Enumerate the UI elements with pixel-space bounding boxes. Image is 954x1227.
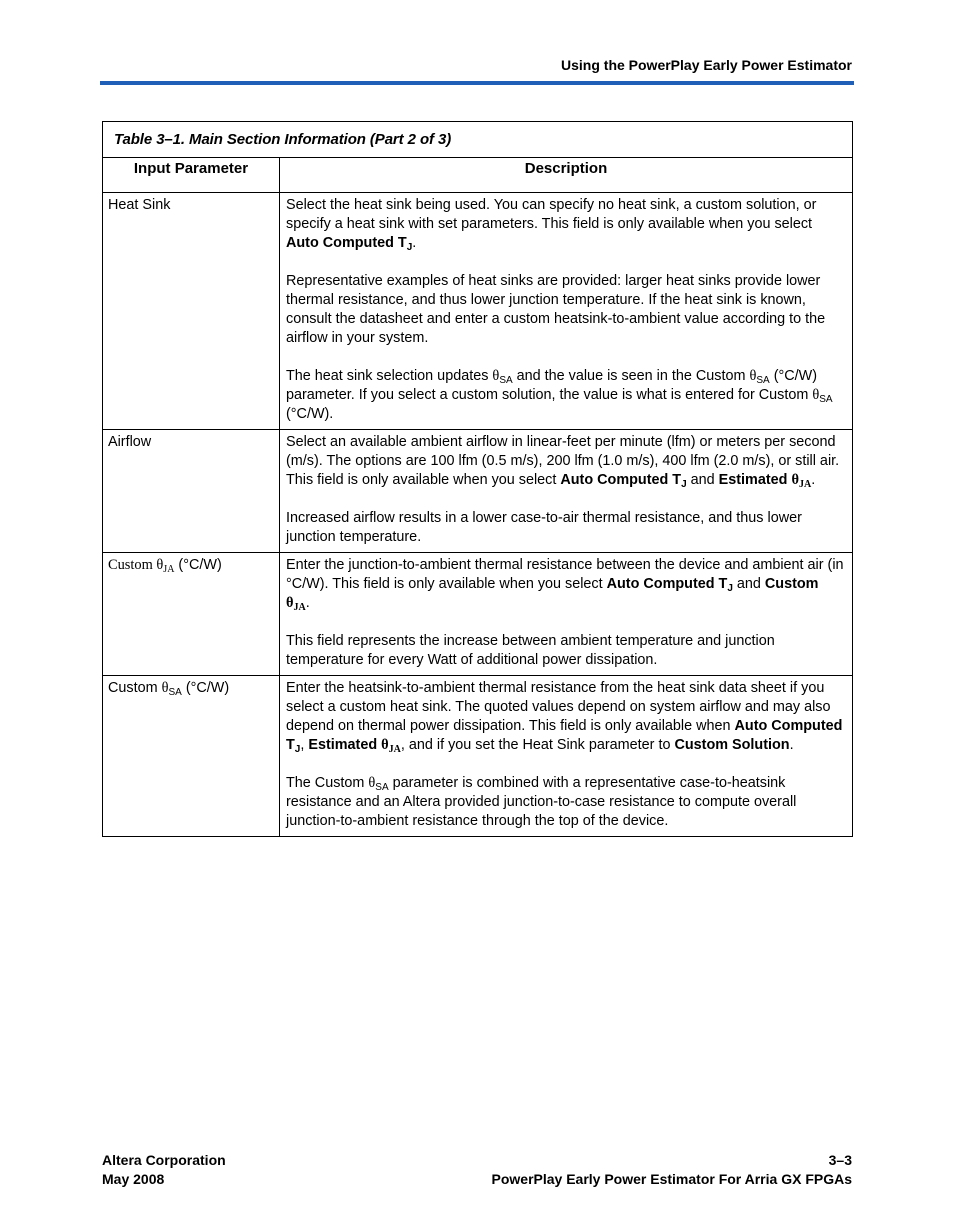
description-paragraph: This field represents the increase between ambient temperature and junction temperature for every Watt of additional power dissipation. (286, 633, 775, 668)
footer-company: Altera Corporation (102, 1152, 226, 1168)
description-cell (280, 553, 853, 676)
column-header-description: Description (280, 158, 853, 193)
parameter-cell (103, 193, 280, 430)
description-paragraph: Increased airflow results in a lower case-to-air thermal resistance, and thus lower junction temperature. (286, 510, 802, 545)
description-paragraph: Select an available ambient airflow in linear-feet per minute (lfm) or meters per second (m/s). The options are 100 lfm (0.5 m/s), 200 lfm (1.0 m/s), 400 lfm (2.0 m/s), or still air. This field is only available when you select Auto Computed $T_J$ and Estimated $\theta_{JA}$. (286, 434, 840, 490)
parameter-cell (103, 430, 280, 553)
description-paragraph: Representative examples of heat sinks are provided: larger heat sinks provide lower thermal resistance, and thus lower junction temperature. If the heat sink is known, consult the datasheet and enter a custom heatsink-to-ambient value according to the airflow in your system. (286, 273, 826, 346)
description-paragraph: The heat sink selection updates $\theta_{SA}$ and the value is seen in the Custom $\theta_{SA}$ (°C/W) parameter. If you select a custom solution, the value is what is entered for Custom $\theta_{SA}$ (°C/W). (286, 368, 833, 422)
description-cell (280, 430, 853, 553)
description-paragraph: Enter the heatsink-to-ambient thermal resistance from the heat sink data sheet if you select a custom heat sink. The quoted values depend on system airflow and may also depend on thermal power dissipation. This field is only available when Auto Computed $T_J$, Estimated $\theta_{JA}$, and if you set the Heat Sink parameter to Custom Solution. (286, 680, 843, 755)
description-cell (280, 193, 853, 430)
description-cell (280, 676, 853, 837)
parameter-name: Airflow (108, 434, 152, 450)
header-rule (100, 81, 854, 85)
description-paragraph: Enter the junction-to-ambient thermal resistance between the device and ambient air (in °C/W). This field is only available when you select Auto Computed $T_J$ and Custom $\theta_{JA}$. (286, 557, 844, 613)
footer-left (102, 1151, 226, 1189)
footer-doc-title: PowerPlay Early Power Estimator For Arria GX FPGAs (491, 1171, 852, 1187)
table-row-heat-sink (103, 193, 853, 430)
footer-right (492, 1151, 853, 1189)
description-paragraph: The Custom $\theta_{SA}$ parameter is combined with a representative case-to-heatsink resistance and an Altera provided junction-to-case resistance to compute overall junction-to-ambient resistance through the top of the device. (286, 775, 797, 829)
footer-page-number: 3–3 (828, 1152, 852, 1168)
parameter-cell (103, 553, 280, 676)
running-header-title: Using the PowerPlay Early Power Estimator (561, 57, 852, 73)
table-row-airflow (103, 430, 853, 553)
column-header-input-parameter: Input Parameter (103, 158, 280, 193)
table-caption: Table 3–1. Main Section Information (Part 2 of 3) (103, 122, 853, 158)
parameter-name: Heat Sink (108, 197, 171, 213)
main-section-table (102, 121, 853, 837)
footer-date: May 2008 (102, 1171, 165, 1187)
description-paragraph: Select the heat sink being used. You can specify no heat sink, a custom solution, or specify a heat sink with set parameters. This field is only available when you select Auto Computed $T_J$. (286, 197, 817, 253)
parameter-name: Custom $\theta_{SA}$ (°C/W) (108, 680, 230, 698)
parameter-cell (103, 676, 280, 837)
table-row-custom-theta-sa (103, 676, 853, 837)
table-row-custom-theta-ja (103, 553, 853, 676)
parameter-name: Custom $\theta_{JA}$ (°C/W) (108, 557, 222, 575)
